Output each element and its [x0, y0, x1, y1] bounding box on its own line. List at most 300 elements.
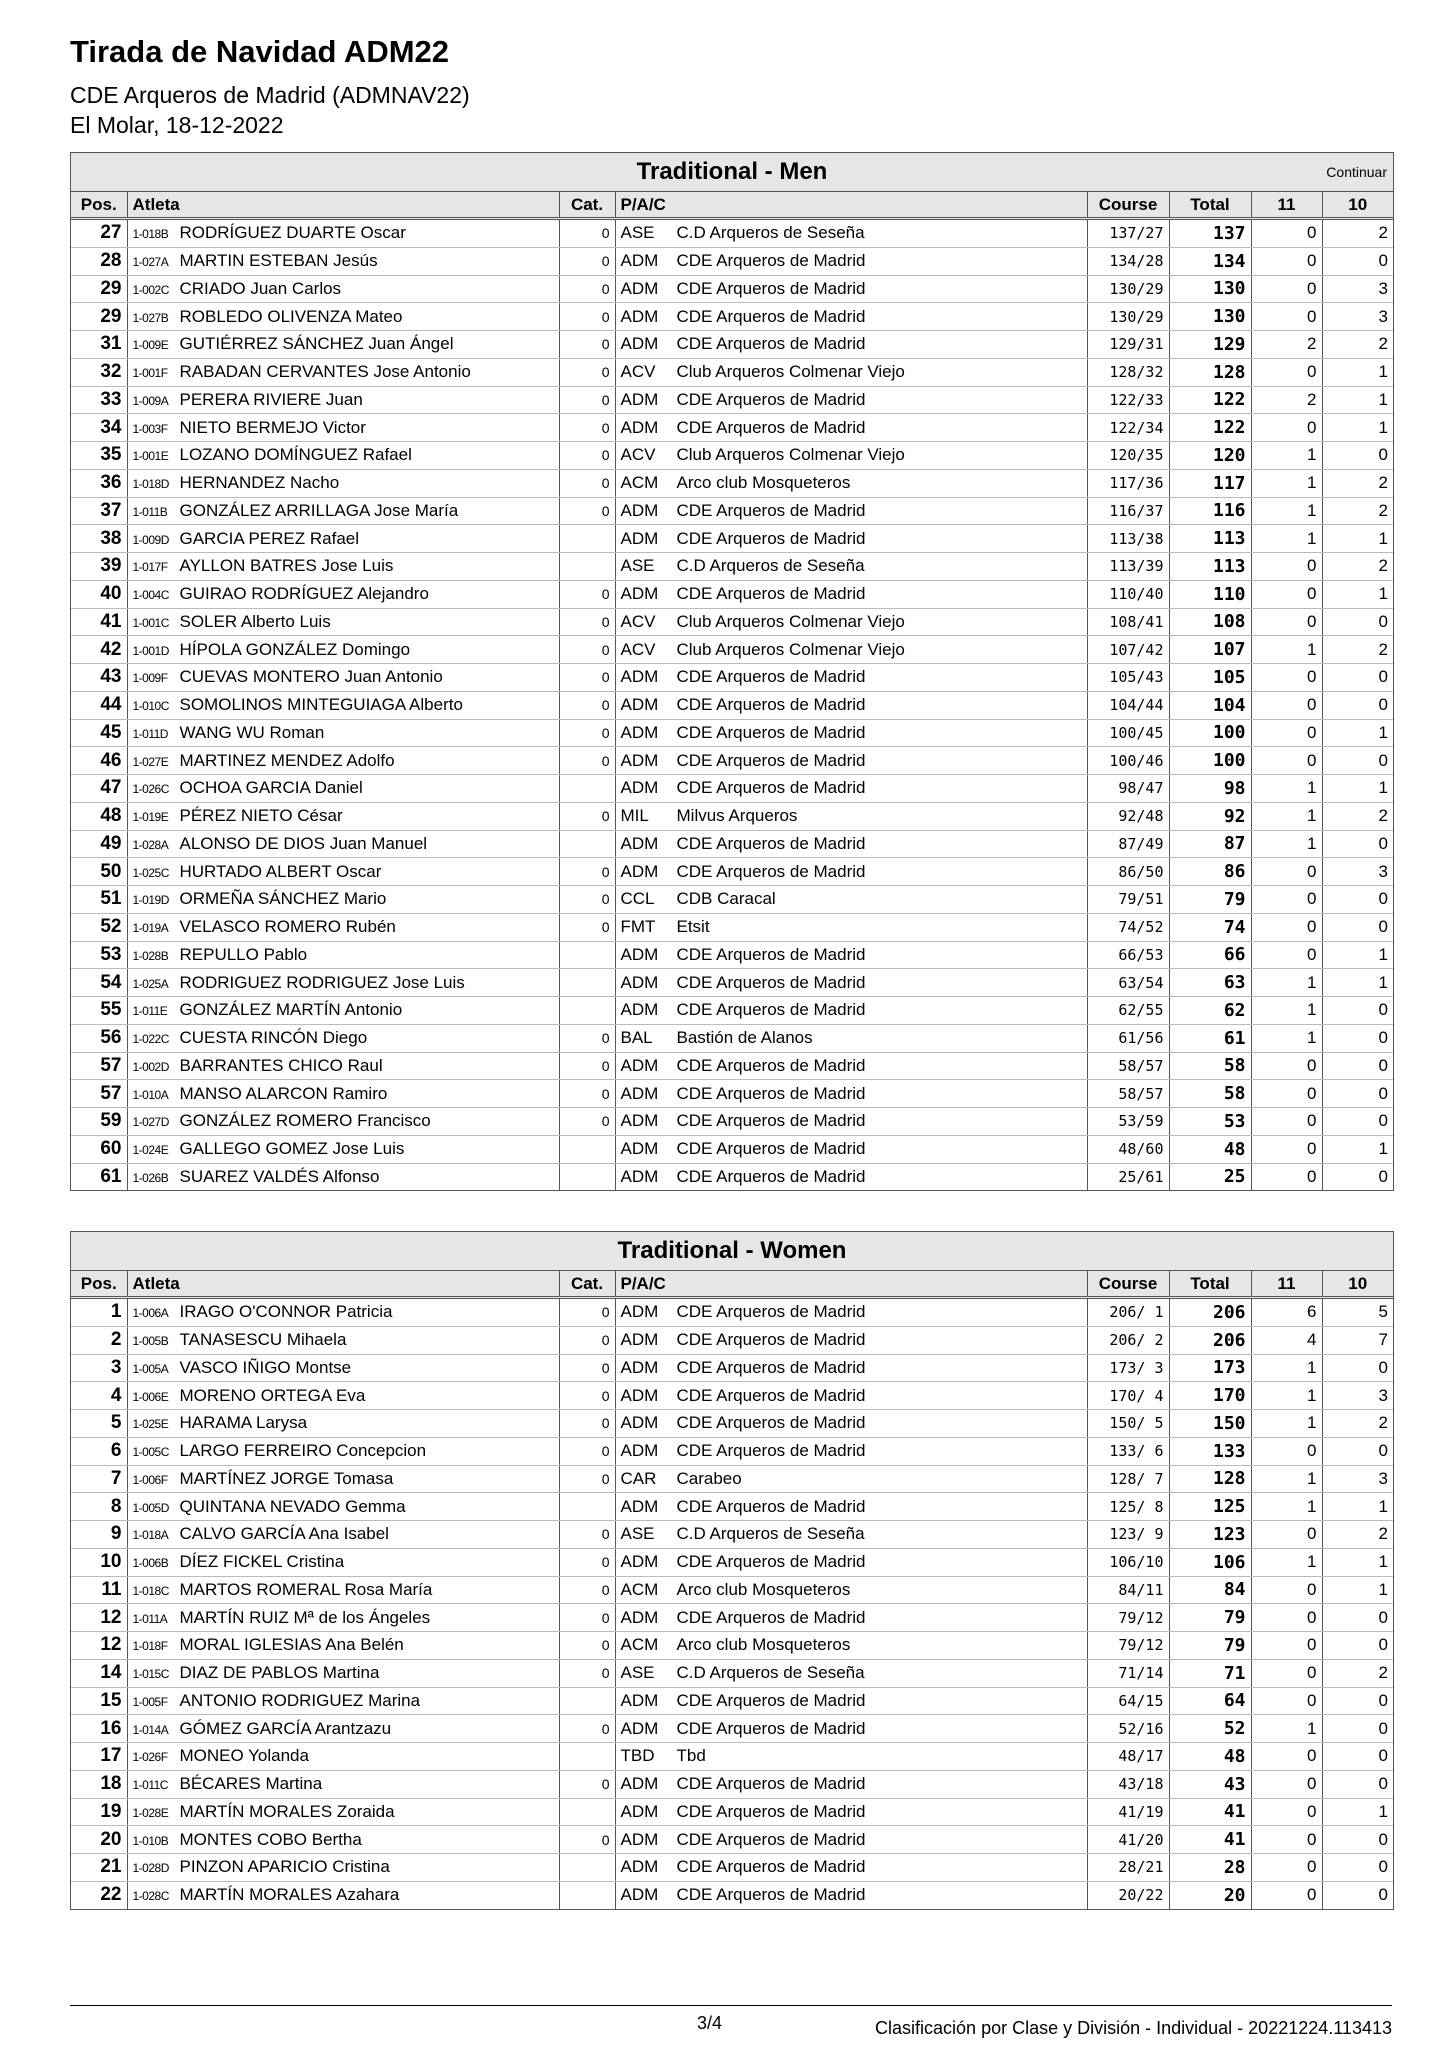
club-name: CDE Arqueros de Madrid [676, 1801, 866, 1821]
club-code: CCL [620, 889, 655, 909]
count-10: 3 [1322, 1465, 1393, 1493]
course-score: 120/35 [1087, 442, 1169, 470]
total-score: 128 [1169, 358, 1251, 386]
club-name: CDE Arqueros de Madrid [676, 1000, 866, 1020]
target-assignment: 1-026B [132, 1170, 169, 1185]
total-score: 84 [1169, 1576, 1251, 1604]
club-cell [615, 275, 1087, 303]
section-title-text: Traditional - Men [636, 158, 828, 185]
position: 48 [71, 802, 127, 830]
count-11: 0 [1251, 1135, 1322, 1163]
category: 0 [559, 1770, 615, 1798]
total-score: 137 [1169, 219, 1251, 248]
category: 0 [559, 1715, 615, 1743]
club-name: CDE Arqueros de Madrid [676, 1552, 866, 1572]
target-assignment: 1-027E [132, 754, 169, 769]
category: 0 [559, 886, 615, 914]
club-code: ADM [620, 778, 659, 798]
count-11: 0 [1251, 247, 1322, 275]
club-name: Etsit [676, 917, 710, 937]
category: 0 [559, 636, 615, 664]
athlete-name: GONZÁLEZ ROMERO Francisco [179, 1111, 431, 1131]
count-10: 0 [1322, 1854, 1393, 1882]
club-cell [615, 1687, 1087, 1715]
count-11: 1 [1251, 1354, 1322, 1382]
club-code: ACV [620, 639, 656, 659]
count-11: 0 [1251, 913, 1322, 941]
target-assignment: 1-005D [132, 1500, 169, 1515]
category: 0 [559, 1548, 615, 1576]
position: 29 [71, 303, 127, 331]
position: 34 [71, 414, 127, 442]
category: 0 [559, 802, 615, 830]
document-title: Tirada de Navidad ADM22 [70, 34, 450, 69]
category: 0 [559, 497, 615, 525]
club-code: BAL [620, 1028, 653, 1048]
athlete-cell [127, 386, 559, 414]
athlete-cell [127, 1080, 559, 1108]
athlete-cell [127, 275, 559, 303]
athlete-name: BARRANTES CHICO Raul [179, 1055, 383, 1075]
target-assignment: 1-019D [132, 893, 169, 908]
club-name: CDE Arqueros de Madrid [676, 972, 866, 992]
count-10: 1 [1322, 1493, 1393, 1521]
athlete-name: QUINTANA NEVADO Gemma [179, 1496, 406, 1516]
table-row [71, 525, 1393, 553]
target-assignment: 1-018C [132, 1583, 169, 1598]
count-11: 1 [1251, 830, 1322, 858]
athlete-cell [127, 1770, 559, 1798]
count-11: 1 [1251, 1382, 1322, 1410]
total-score: 113 [1169, 553, 1251, 581]
position: 54 [71, 969, 127, 997]
course-score: 104/44 [1087, 691, 1169, 719]
target-assignment: 1-002D [132, 1059, 169, 1074]
count-11: 0 [1251, 664, 1322, 692]
athlete-name: MARTINEZ MENDEZ Adolfo [179, 750, 395, 770]
table-row [71, 775, 1393, 803]
position: 16 [71, 1715, 127, 1743]
club-cell [615, 1826, 1087, 1854]
count-10: 1 [1322, 719, 1393, 747]
position: 50 [71, 858, 127, 886]
athlete-name: GONZÁLEZ ARRILLAGA Jose María [179, 500, 459, 520]
total-score: 79 [1169, 1632, 1251, 1660]
position: 12 [71, 1632, 127, 1660]
total-score: 53 [1169, 1108, 1251, 1136]
position: 51 [71, 886, 127, 914]
position: 43 [71, 664, 127, 692]
category [559, 1163, 615, 1190]
athlete-name: ALONSO DE DIOS Juan Manuel [179, 833, 428, 853]
category: 0 [559, 1604, 615, 1632]
position: 60 [71, 1135, 127, 1163]
athlete-cell [127, 303, 559, 331]
course-score: 170/ 4 [1087, 1382, 1169, 1410]
total-score: 122 [1169, 414, 1251, 442]
target-assignment: 1-027A [132, 255, 169, 270]
position: 33 [71, 386, 127, 414]
target-assignment: 1-028A [132, 837, 169, 852]
count-10: 2 [1322, 1410, 1393, 1438]
category: 0 [559, 1410, 615, 1438]
club-name: CDE Arqueros de Madrid [676, 1357, 866, 1377]
club-cell [615, 1493, 1087, 1521]
count-10: 3 [1322, 1382, 1393, 1410]
table-row [71, 442, 1393, 470]
club-code: ADM [620, 695, 659, 715]
course-score: 107/42 [1087, 636, 1169, 664]
athlete-name: OCHOA GARCIA Daniel [179, 778, 363, 798]
athlete-name: ANTONIO RODRIGUEZ Marina [179, 1690, 421, 1710]
athlete-name: CRIADO Juan Carlos [179, 278, 342, 298]
club-cell [615, 358, 1087, 386]
position: 27 [71, 219, 127, 248]
course-score: 25/61 [1087, 1163, 1169, 1190]
count-10: 0 [1322, 747, 1393, 775]
athlete-cell [127, 1659, 559, 1687]
table-row [71, 802, 1393, 830]
club-name: CDE Arqueros de Madrid [676, 528, 866, 548]
club-name: CDE Arqueros de Madrid [676, 251, 866, 271]
club-cell [615, 1521, 1087, 1549]
total-score: 48 [1169, 1743, 1251, 1771]
count-11: 0 [1251, 1604, 1322, 1632]
target-assignment: 1-028E [132, 1805, 169, 1820]
course-score: 122/33 [1087, 386, 1169, 414]
club-code: ACV [620, 445, 656, 465]
count-11: 1 [1251, 997, 1322, 1025]
athlete-cell [127, 1382, 559, 1410]
count-10: 0 [1322, 1826, 1393, 1854]
table-row [71, 1163, 1393, 1190]
target-assignment: 1-009F [132, 671, 168, 686]
club-cell [615, 247, 1087, 275]
table-row [71, 1465, 1393, 1493]
total-score: 134 [1169, 247, 1251, 275]
table-header-row [71, 192, 1393, 219]
athlete-name: NIETO BERMEJO Victor [179, 417, 366, 437]
athlete-cell [127, 1298, 559, 1327]
athlete-cell [127, 775, 559, 803]
target-assignment: 1-014A [132, 1722, 169, 1737]
target-assignment: 1-009E [132, 338, 169, 353]
club-cell [615, 775, 1087, 803]
count-11: 1 [1251, 497, 1322, 525]
count-10: 0 [1378, 1885, 1388, 1905]
count-11: 1 [1251, 1465, 1322, 1493]
athlete-cell [127, 636, 559, 664]
table-row [71, 913, 1393, 941]
category: 0 [559, 1576, 615, 1604]
total-score: 129 [1169, 331, 1251, 359]
category [559, 1743, 615, 1771]
count-11: 0 [1251, 1163, 1322, 1190]
category: 0 [559, 1826, 615, 1854]
club-code: ADM [620, 1055, 659, 1075]
total-score: 125 [1169, 1493, 1251, 1521]
club-cell [615, 331, 1087, 359]
count-11: 0 [1251, 1770, 1322, 1798]
course-score: 113/39 [1087, 553, 1169, 581]
count-10: 0 [1322, 1354, 1393, 1382]
total-score: 64 [1169, 1687, 1251, 1715]
athlete-cell [127, 1465, 559, 1493]
club-code: ADM [620, 278, 659, 298]
athlete-cell [127, 1163, 559, 1190]
position: 11 [71, 1576, 127, 1604]
club-code: ACM [620, 1579, 659, 1599]
total-score: 123 [1169, 1521, 1251, 1549]
count-10: 0 [1322, 664, 1393, 692]
club-name: CDE Arqueros de Madrid [676, 1385, 866, 1405]
course-score: 110/40 [1087, 580, 1169, 608]
athlete-name: BÉCARES Martina [179, 1774, 323, 1794]
club-cell [615, 525, 1087, 553]
athlete-name: MANSO ALARCON Ramiro [179, 1083, 388, 1103]
total-score: 98 [1169, 775, 1251, 803]
count-10: 2 [1322, 497, 1393, 525]
category [559, 775, 615, 803]
club-name: CDE Arqueros de Madrid [676, 417, 866, 437]
club-cell [615, 1410, 1087, 1438]
club-cell [615, 1326, 1087, 1354]
category: 0 [559, 1024, 615, 1052]
target-assignment: 1-024E [132, 1143, 169, 1158]
category: 0 [559, 913, 615, 941]
count-11: 1 [1251, 1024, 1322, 1052]
count-10: 2 [1322, 1659, 1393, 1687]
course-score: 173/ 3 [1087, 1354, 1169, 1382]
athlete-name: HARAMA Larysa [179, 1413, 308, 1433]
athlete-cell [127, 802, 559, 830]
place-date: El Molar, 18-12-2022 [70, 112, 284, 138]
count-11: 0 [1251, 1743, 1322, 1771]
count-10: 5 [1322, 1298, 1393, 1327]
position: 4 [71, 1382, 127, 1410]
club-cell [615, 1354, 1087, 1382]
category [559, 1881, 615, 1908]
target-assignment: 1-027B [132, 310, 169, 325]
count-11: 0 [1251, 719, 1322, 747]
category: 0 [559, 747, 615, 775]
count-10: 2 [1322, 1521, 1393, 1549]
position: 9 [71, 1521, 127, 1549]
athlete-name: RODRÍGUEZ DUARTE Oscar [179, 223, 406, 243]
club-code: ADM [620, 1302, 659, 1322]
athlete-cell [127, 1354, 559, 1382]
position: 28 [71, 247, 127, 275]
course-score: 130/29 [1087, 275, 1169, 303]
club-name: Milvus Arqueros [676, 806, 798, 826]
athlete-cell [127, 1604, 559, 1632]
course-score: 100/46 [1087, 747, 1169, 775]
table-row [71, 1798, 1393, 1826]
club-code: ASE [620, 223, 655, 243]
course-score: 28/21 [1087, 1854, 1169, 1882]
club-code: ADM [620, 1496, 659, 1516]
athlete-name: GÓMEZ GARCÍA Arantzazu [179, 1718, 392, 1738]
category: 0 [559, 1465, 615, 1493]
position: 18 [71, 1770, 127, 1798]
target-assignment: 1-006F [132, 1472, 168, 1487]
athlete-cell [127, 414, 559, 442]
column-header-tens: 10 [1322, 192, 1393, 219]
table-row [71, 1687, 1393, 1715]
category [559, 997, 615, 1025]
club-name: CDE Arqueros de Madrid [676, 1607, 866, 1627]
position: 59 [71, 1108, 127, 1136]
athlete-name: REPULLO Pablo [179, 944, 308, 964]
club-name: CDE Arqueros de Madrid [676, 1857, 866, 1877]
club-cell [615, 1659, 1087, 1687]
course-score: 79/12 [1087, 1632, 1169, 1660]
total-score: 43 [1169, 1770, 1251, 1798]
category: 0 [559, 1080, 615, 1108]
count-11: 1 [1251, 1715, 1322, 1743]
course-score: 100/45 [1087, 719, 1169, 747]
club-cell [615, 1024, 1087, 1052]
table-row [71, 1659, 1393, 1687]
club-cell [615, 608, 1087, 636]
club-cell [615, 1881, 1087, 1908]
athlete-cell [127, 1052, 559, 1080]
club-code: ADM [620, 1166, 659, 1186]
total-score: 128 [1169, 1465, 1251, 1493]
club-code: ADM [620, 1111, 659, 1131]
club-cell [615, 691, 1087, 719]
club-cell [615, 747, 1087, 775]
athlete-cell [127, 525, 559, 553]
club-code: ASE [620, 1524, 655, 1544]
athlete-name: MORENO ORTEGA Eva [179, 1385, 366, 1405]
club-code: ADM [620, 500, 659, 520]
total-score: 108 [1169, 608, 1251, 636]
club-cell [615, 719, 1087, 747]
course-score: 48/17 [1087, 1743, 1169, 1771]
target-assignment: 1-009D [132, 532, 169, 547]
count-11: 1 [1251, 442, 1322, 470]
club-code: ADM [620, 334, 659, 354]
total-score: 107 [1169, 636, 1251, 664]
table-row [71, 497, 1393, 525]
total-score: 28 [1169, 1854, 1251, 1882]
table-row [71, 858, 1393, 886]
athlete-name: MONTES COBO Bertha [179, 1829, 362, 1849]
table-row [71, 414, 1393, 442]
course-score: 41/19 [1087, 1798, 1169, 1826]
course-score: 206/ 1 [1087, 1298, 1169, 1327]
course-score: 79/51 [1087, 886, 1169, 914]
column-header-course: Course [1087, 192, 1169, 219]
course-score: 128/32 [1087, 358, 1169, 386]
athlete-cell [127, 997, 559, 1025]
count-11: 2 [1251, 331, 1322, 359]
position: 3 [71, 1354, 127, 1382]
table-row [71, 1715, 1393, 1743]
category: 0 [559, 386, 615, 414]
athlete-cell [127, 1410, 559, 1438]
position: 55 [71, 997, 127, 1025]
course-score: 128/ 7 [1087, 1465, 1169, 1493]
position: 8 [71, 1493, 127, 1521]
club-cell [615, 1854, 1087, 1882]
club-code: MIL [620, 806, 649, 826]
count-11: 1 [1251, 969, 1322, 997]
club-cell [615, 1108, 1087, 1136]
count-10: 1 [1322, 969, 1393, 997]
club-name: CDE Arqueros de Madrid [676, 1774, 866, 1794]
club-cell [615, 802, 1087, 830]
category: 0 [559, 608, 615, 636]
club-name: C.D Arqueros de Seseña [676, 1524, 865, 1544]
count-11: 0 [1251, 1798, 1322, 1826]
page-footer [70, 2005, 1392, 2038]
target-assignment: 1-006E [132, 1389, 169, 1404]
count-11: 0 [1251, 303, 1322, 331]
club-cell [615, 1052, 1087, 1080]
club-name: CDE Arqueros de Madrid [676, 334, 866, 354]
table-row [71, 386, 1393, 414]
athlete-cell [127, 1493, 559, 1521]
target-assignment: 1-004C [132, 588, 169, 603]
club-code: ADM [620, 306, 659, 326]
table-row [71, 1770, 1393, 1798]
table-row [71, 1854, 1393, 1882]
athlete-name: DÍEZ FICKEL Cristina [179, 1552, 345, 1572]
club-name: CDE Arqueros de Madrid [676, 1166, 866, 1186]
club-code: ADM [620, 1718, 659, 1738]
target-assignment: 1-006B [132, 1556, 169, 1571]
athlete-cell [127, 830, 559, 858]
club-code: ACV [620, 362, 656, 382]
table-row [71, 331, 1393, 359]
table-row [71, 1881, 1393, 1908]
target-assignment: 1-002C [132, 282, 169, 297]
club-name: Tbd [676, 1746, 706, 1766]
club-name: CDE Arqueros de Madrid [676, 278, 866, 298]
course-score: 53/59 [1087, 1108, 1169, 1136]
position: 29 [71, 275, 127, 303]
position: 57 [71, 1052, 127, 1080]
count-11: 6 [1251, 1298, 1322, 1327]
total-score: 173 [1169, 1354, 1251, 1382]
club-code: ADM [620, 1829, 659, 1849]
course-score: 74/52 [1087, 913, 1169, 941]
count-10: 0 [1322, 830, 1393, 858]
club-code: ADM [620, 1857, 659, 1877]
category [559, 1687, 615, 1715]
athlete-name: MARTOS ROMERAL Rosa María [179, 1579, 433, 1599]
position: 20 [71, 1826, 127, 1854]
count-10: 0 [1322, 913, 1393, 941]
count-10: 1 [1322, 1548, 1393, 1576]
athlete-name: CUESTA RINCÓN Diego [179, 1028, 368, 1048]
category [559, 525, 615, 553]
target-assignment: 1-018F [132, 1639, 168, 1654]
table-row [71, 636, 1393, 664]
athlete-cell [127, 331, 559, 359]
club-name: CDE Arqueros de Madrid [676, 1111, 866, 1131]
document-header [70, 34, 470, 140]
count-11: 1 [1251, 525, 1322, 553]
total-score: 92 [1169, 802, 1251, 830]
category: 0 [559, 691, 615, 719]
total-score: 122 [1169, 386, 1251, 414]
classification-label: Clasificación por Clase y División - Individual - 20221224.113413 [875, 2018, 1392, 2038]
club-code: ADM [620, 1774, 659, 1794]
club-cell [615, 219, 1087, 248]
